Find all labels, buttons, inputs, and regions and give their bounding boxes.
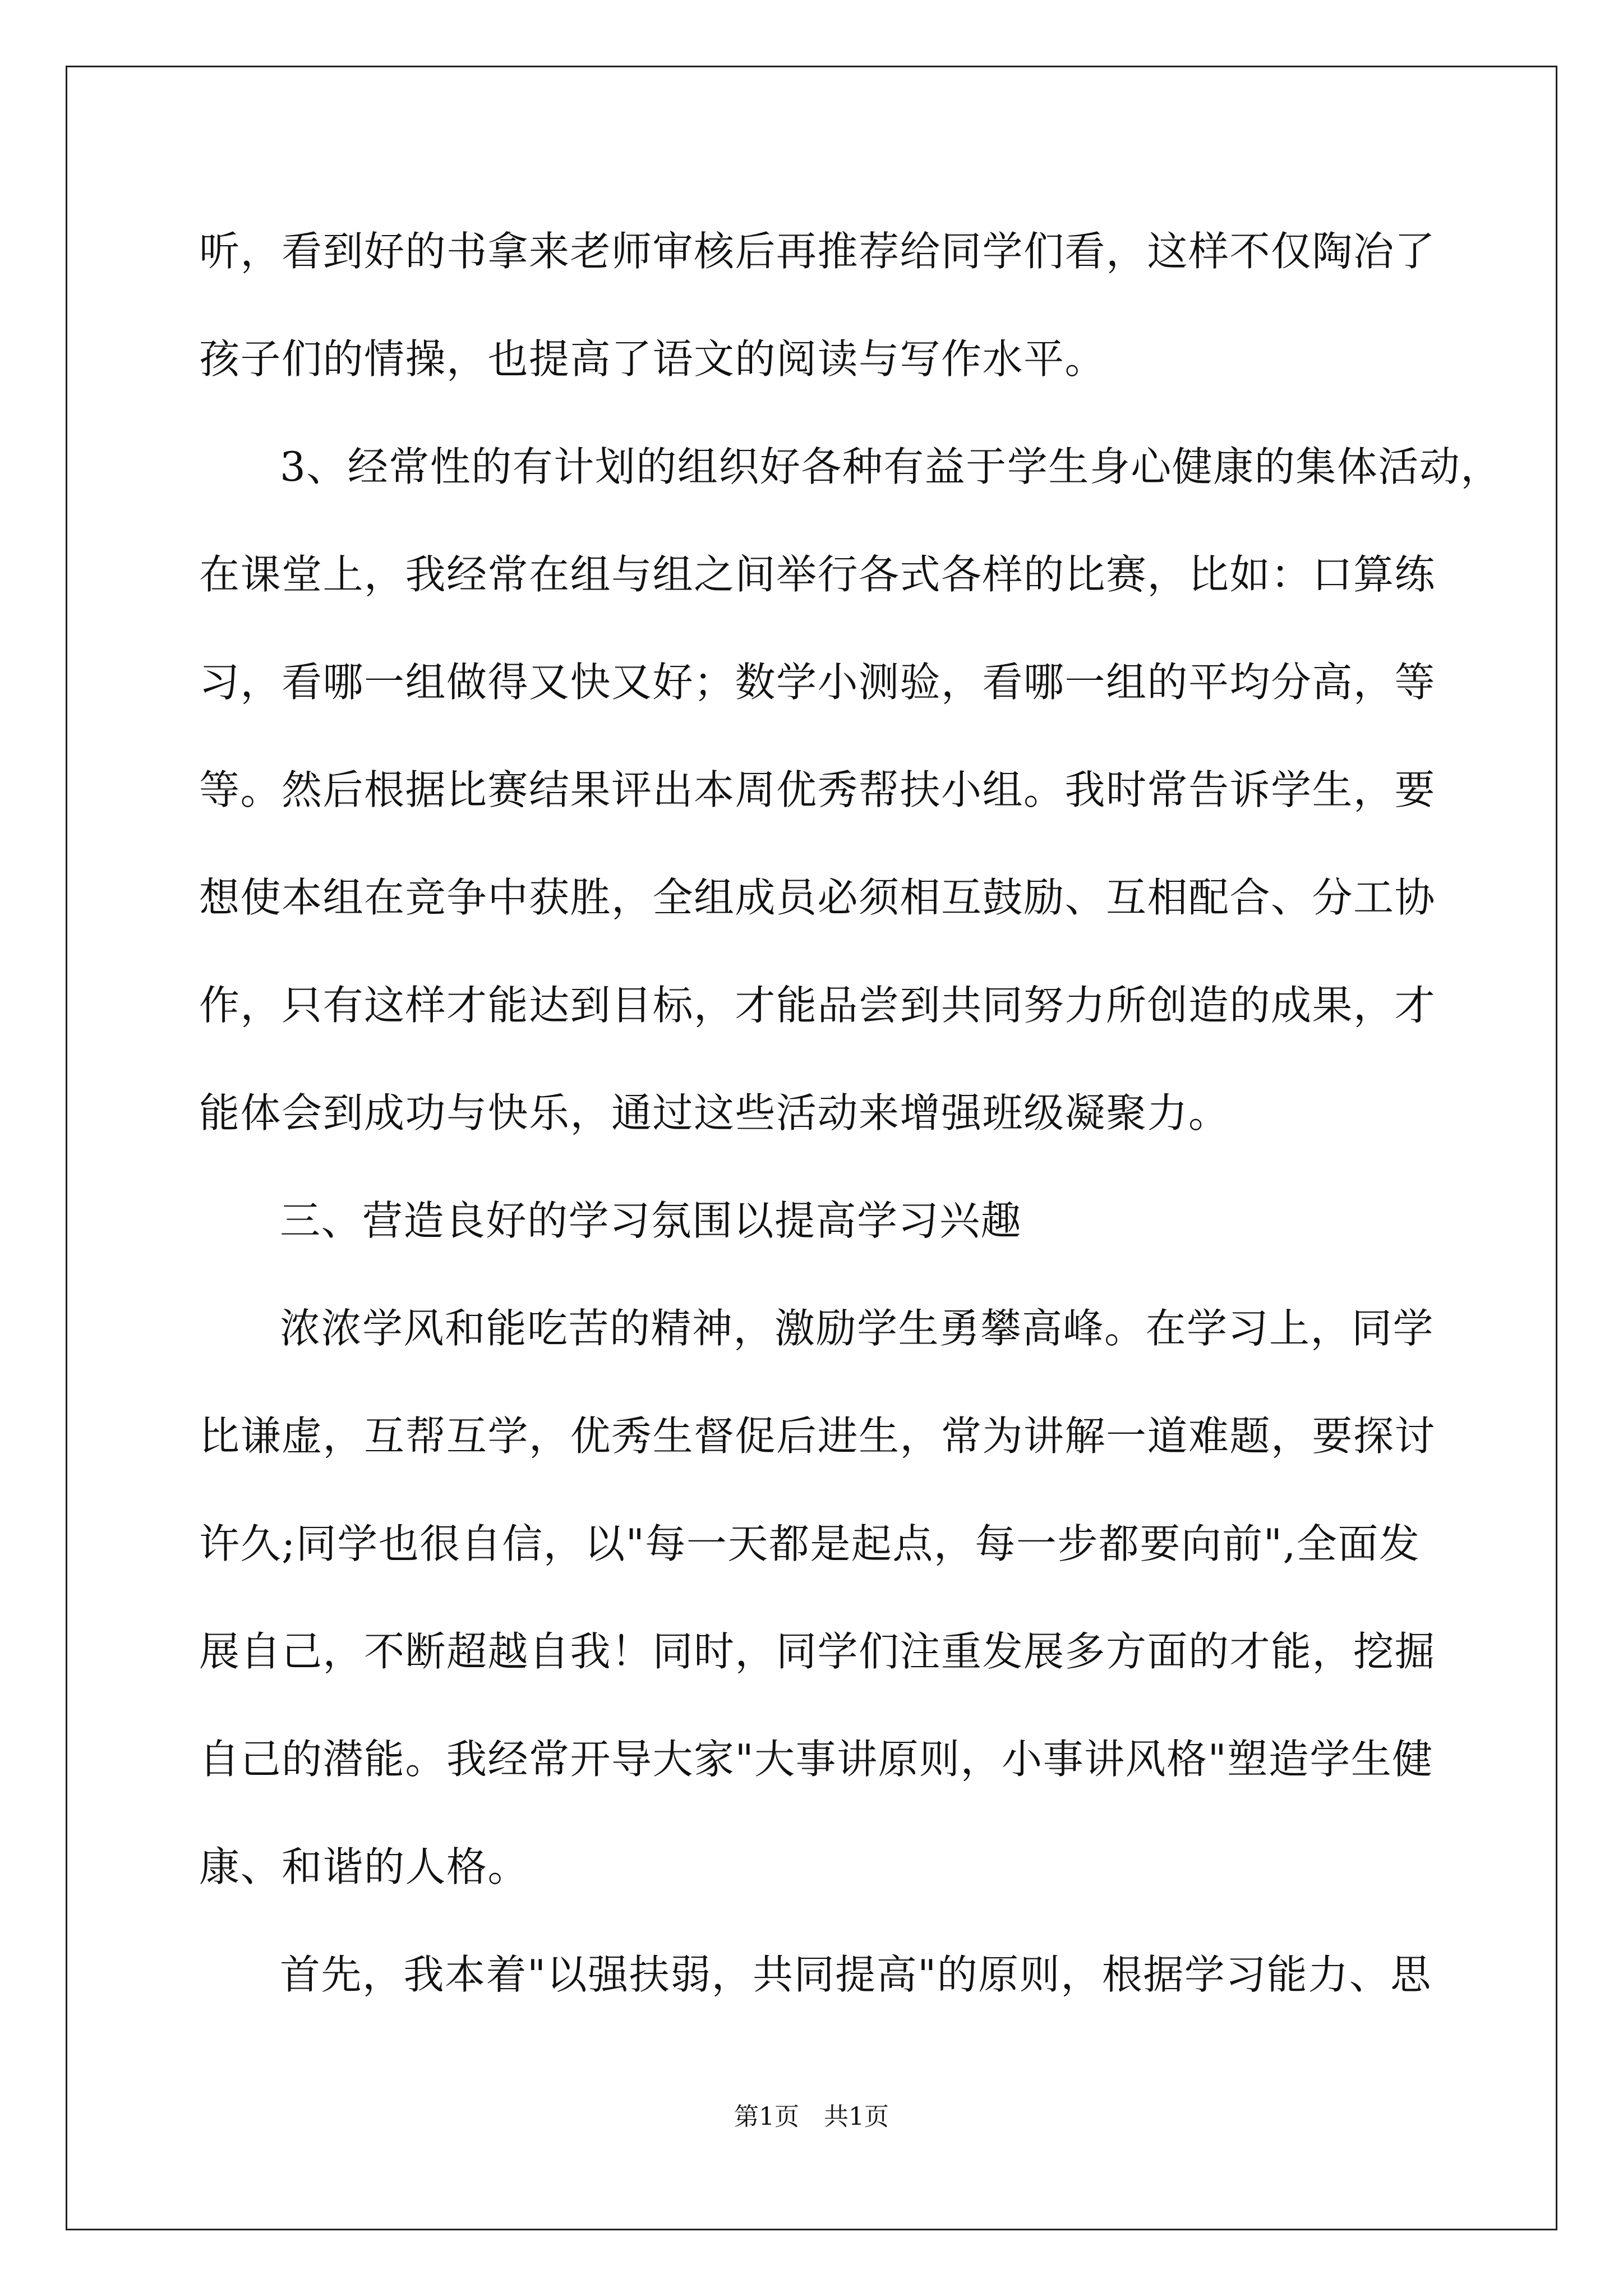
text-line: 等。然后根据比赛结果评出本周优秀帮扶小组。我时常告诉学生，要: [199, 766, 1436, 813]
text-line: 首先，我本着"以强扶弱，共同提高"的原则，根据学习能力、思: [280, 1951, 1432, 1998]
text-line: 康、和谐的人格。: [199, 1843, 529, 1890]
document-body: [199, 197, 1502, 2028]
text-line: 作，只有这样才能达到目标，才能品尝到共同努力所创造的成果，才: [199, 982, 1436, 1029]
text-line: 听，看到好的书拿来老师审核后再推荐给同学们看，这样不仅陶冶了: [199, 228, 1436, 275]
text-line: 许久;同学也很自信，以"每一天都是起点，每一步都要向前",全面发: [199, 1520, 1421, 1567]
text-line: 比谦虚，互帮互学，优秀生督促后进生，常为讲解一道难题，要探讨: [199, 1412, 1436, 1460]
text-line: 展自己，不断超越自我！同时，同学们注重发展多方面的才能，挖掘: [199, 1628, 1436, 1675]
text-line: 孩子们的情操，也提高了语文的阅读与写作水平。: [199, 335, 1106, 383]
text-line: 浓浓学风和能吃苦的精神，激励学生勇攀高峰。在学习上，同学: [280, 1305, 1435, 1352]
text-line: 自己的潜能。我经常开导大家"大事讲原则，小事讲风格"塑造学生健: [199, 1736, 1433, 1783]
text-line: 能体会到成功与快乐，通过这些活动来增强班级凝聚力。: [199, 1089, 1230, 1137]
page-footer: 第1页 共1页: [734, 2102, 889, 2131]
text-line: 3、经常性的有计划的组织好各种有益于学生身心健康的集体活动，: [280, 443, 1502, 490]
text-line: 习，看哪一组做得又快又好；数学小测验，看哪一组的平均分高，等: [199, 659, 1436, 706]
text-line: 想使本组在竞争中获胜，全组成员必须相互鼓励、互相配合、分工协: [199, 874, 1436, 921]
text-line: 在课堂上，我经常在组与组之间举行各式各样的比赛，比如：口算练: [199, 551, 1436, 598]
section-heading: 三、营造良好的学习氛围以提高学习兴趣: [280, 1197, 1022, 1244]
